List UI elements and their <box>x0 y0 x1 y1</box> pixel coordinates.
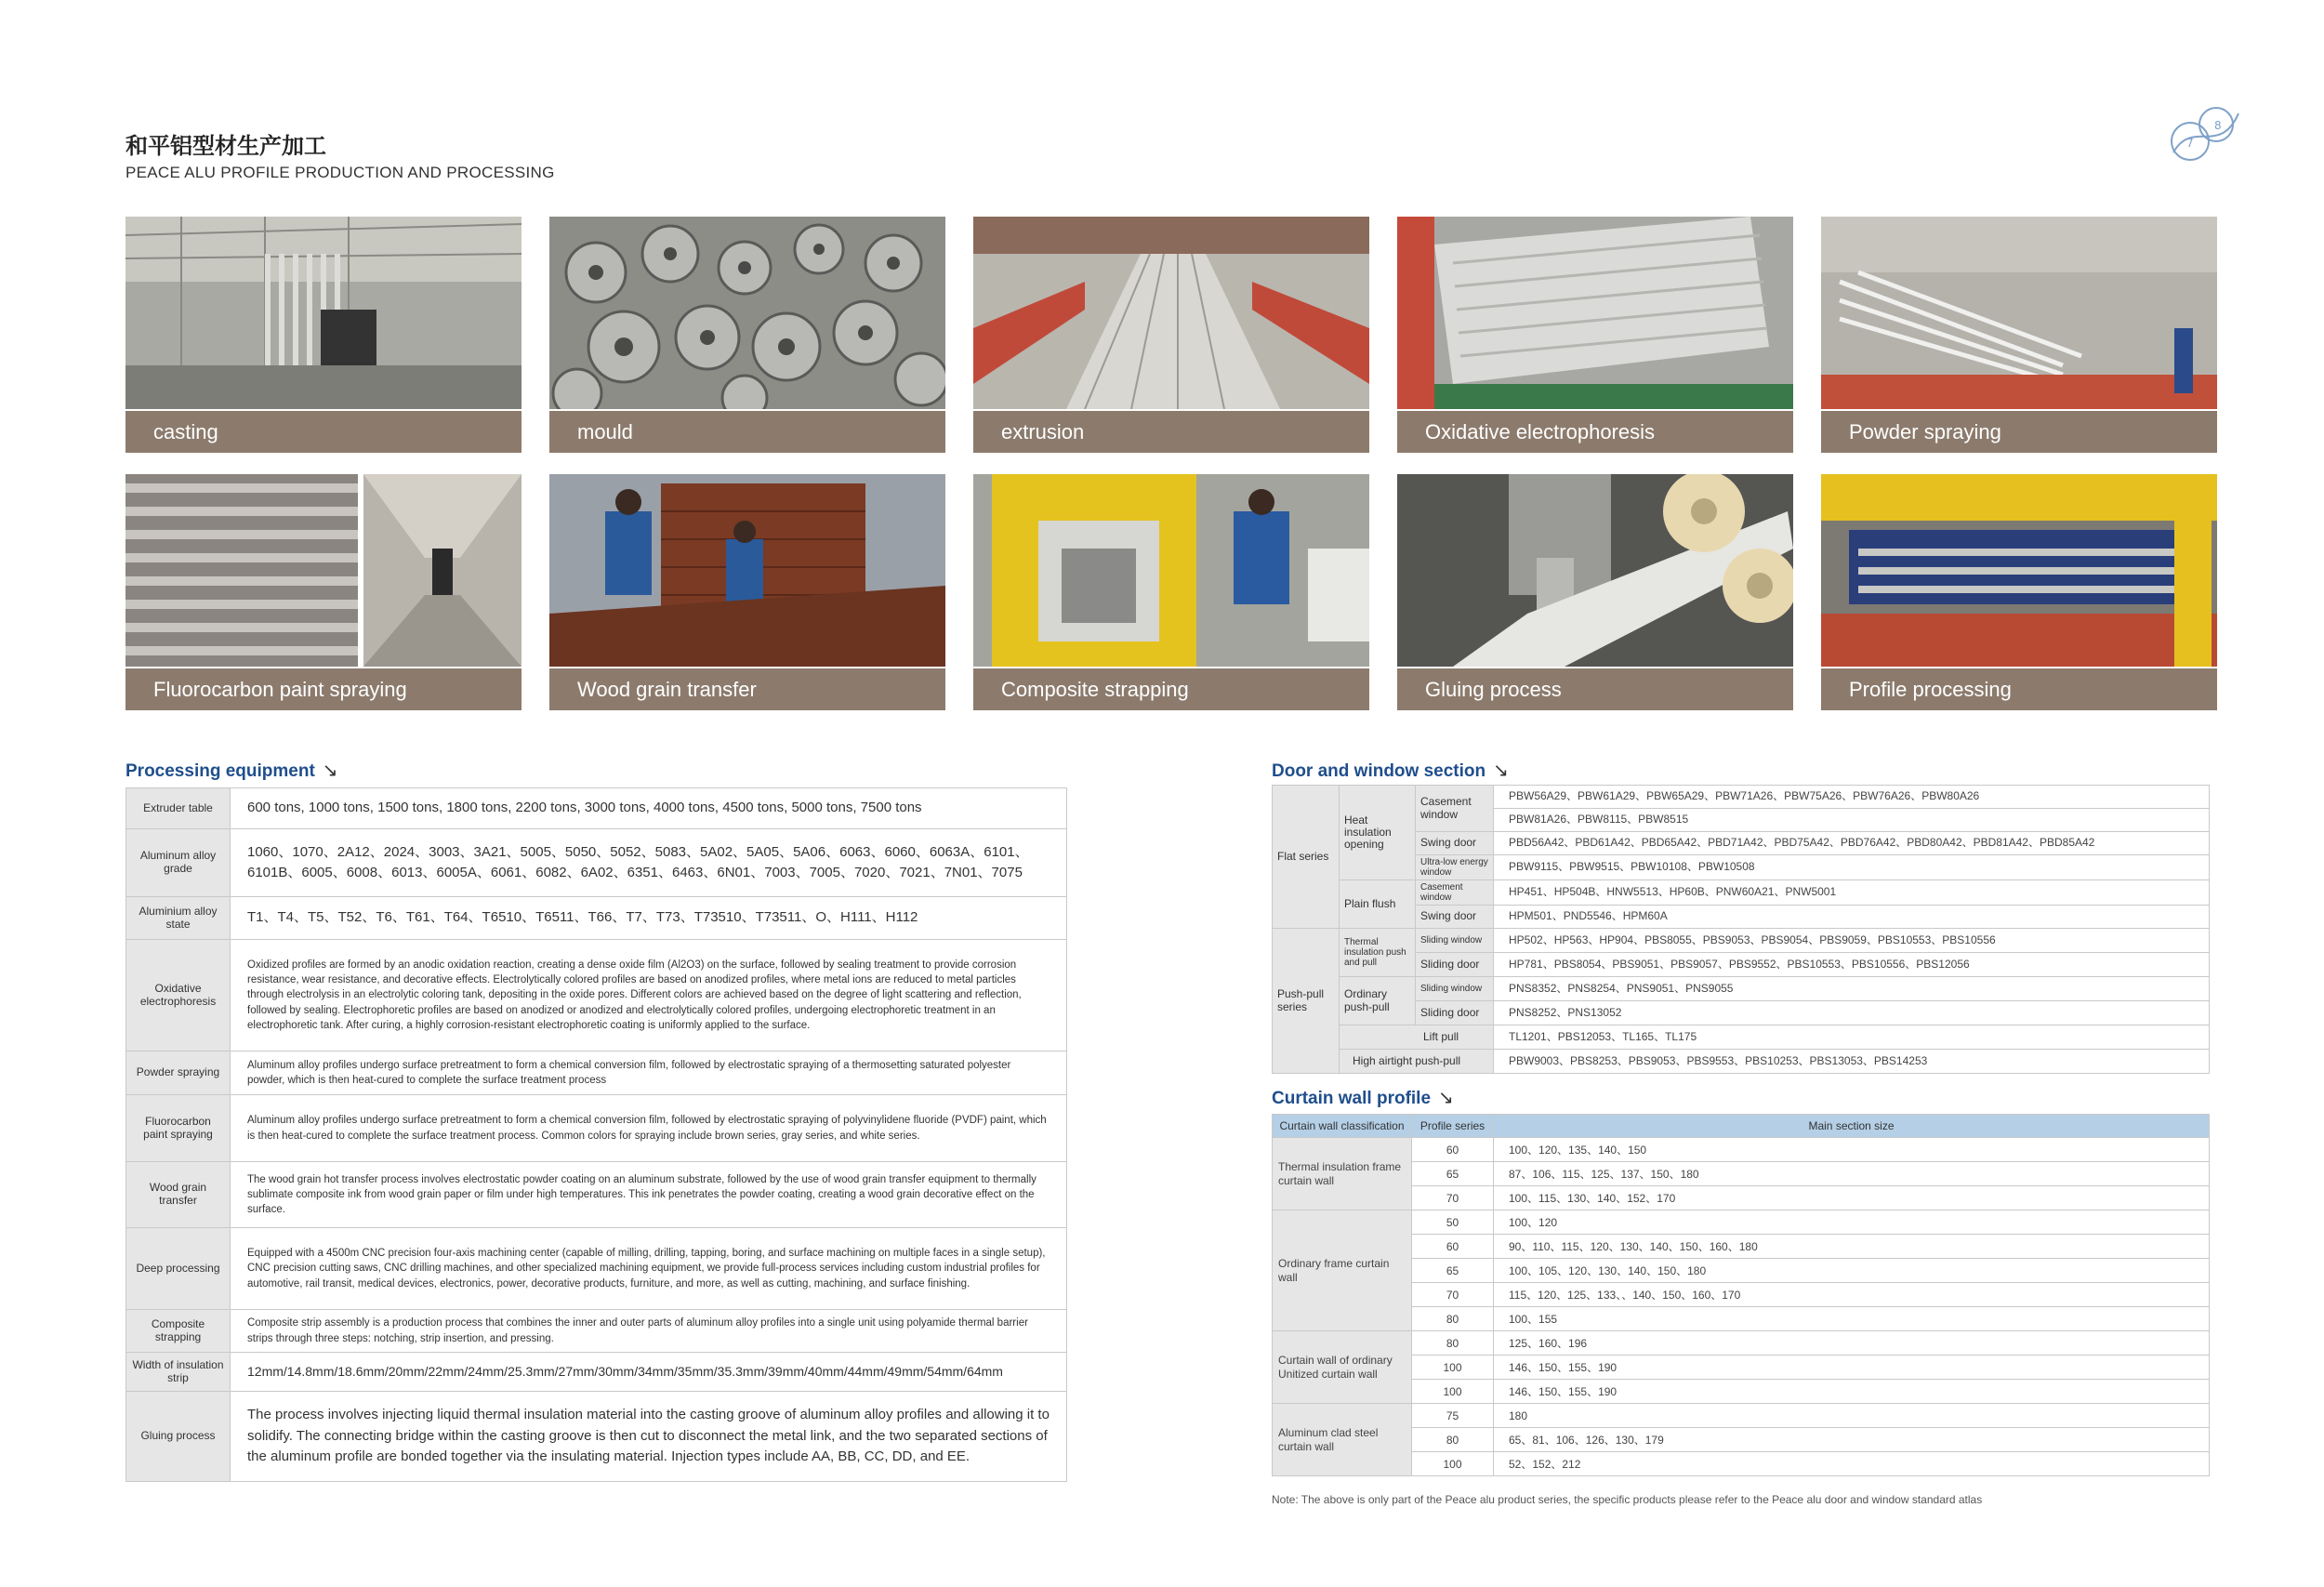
column-header: Main section size <box>1494 1115 2210 1138</box>
equipment-value: 600 tons, 1000 tons, 1500 tons, 1800 tons, 2200 tons, 3000 tons, 4000 tons, 4500 tons, 5000 tons, 7500 tons <box>231 788 1067 829</box>
high-airtight-label: High airtight push-pull <box>1340 1050 1494 1074</box>
ultra-low-energy-window-label: Ultra-low energy window <box>1416 855 1494 880</box>
profile-series: 50 <box>1412 1210 1494 1235</box>
profile-series: 60 <box>1412 1138 1494 1162</box>
ordinary-push-pull-label: Ordinary push-pull <box>1340 977 1416 1025</box>
section-sizes: 87、106、115、125、137、150、180 <box>1494 1162 2210 1186</box>
profile-series: 100 <box>1412 1452 1494 1476</box>
process-caption-fluorocarbon: Fluorocarbon paint spraying <box>125 668 522 710</box>
section-sizes: 100、120、135、140、150 <box>1494 1138 2210 1162</box>
equipment-value: Aluminum alloy profiles undergo surface pretreatment to form a chemical conversion film, followed by electrostatic spraying of polyvinylidene fluoride (PVDF) paint, which is then heat-cured to complete the surface treatment process. Common colors for spraying include brown series, gray series, and white series. <box>231 1095 1067 1162</box>
profile-series: 80 <box>1412 1331 1494 1356</box>
profile-series: 70 <box>1412 1186 1494 1210</box>
sliding-door-label: Sliding door <box>1416 953 1494 977</box>
equipment-label: Fluorocarbon paint spraying <box>126 1095 231 1162</box>
door-window-title: Door and window section <box>1272 761 1486 781</box>
process-caption-wood-grain: Wood grain transfer <box>549 668 945 710</box>
footnote: Note: The above is only part of the Peace alu product series, the specific products please refer to the Peace alu door and window standard atlas <box>1272 1493 1983 1506</box>
equipment-label: Composite strapping <box>126 1310 231 1353</box>
svg-text:8: 8 <box>2214 119 2222 132</box>
process-caption-mould: mould <box>549 411 945 453</box>
section-models: PBW9115、PBW9515、PBW10108、PBW10508 <box>1494 855 2210 880</box>
process-caption-extrusion: extrusion <box>973 411 1369 453</box>
arrow-down-right-icon: ↘ <box>322 760 338 781</box>
equipment-value: Equipped with a 4500m CNC precision four-axis machining center (capable of milling, drilling, tapping, boring, and surface machining on multiple faces in a single setup), CNC precision cutting saws, CNC drilling machines, and other specialized machining equipment, we provide full-process services including custom industrial profiles for automotive, rail transit, medical devices, electronics, power, decorative products, furniture, and more, as well as cutting, machining, and surface finishing. <box>231 1228 1067 1310</box>
curtain-wall-title: Curtain wall profile <box>1272 1089 1432 1108</box>
equipment-value: Aluminum alloy profiles undergo surface pretreatment to form a chemical conversion film, followed by electrostatic spraying of a thermosetting saturated polyester powder, which is then heat-cured to complete the surface treatment process <box>231 1051 1067 1095</box>
sliding-window-label: Sliding window <box>1416 977 1494 1001</box>
equipment-value: The wood grain hot transfer process involves electrostatic powder coating on an aluminum substrate, followed by the use of wood grain transfer equipment to thermally sublimate composite ink from wood grain paper or film under high temperatures. This ink penetrates the powder coating, creating a wood grain decorative effect on the surface. <box>231 1162 1067 1228</box>
section-sizes: 100、115、130、140、152、170 <box>1494 1186 2210 1210</box>
profile-series: 100 <box>1412 1380 1494 1404</box>
equipment-label: Powder spraying <box>126 1051 231 1095</box>
casement-window-label: Casement window <box>1416 880 1494 906</box>
section-models: HP781、PBS8054、PBS9051、PBS9057、PBS9552、PBS10553、PBS10556、PBS12056 <box>1494 953 2210 977</box>
door-window-heading <box>1272 759 1509 782</box>
curtain-wall-class: Curtain wall of ordinary Unitized curtain wall <box>1273 1331 1412 1404</box>
processing-equipment-heading <box>125 759 338 782</box>
oxidative-electrophoresis-photo <box>1397 217 1793 409</box>
door-window-table <box>1272 785 2210 1074</box>
plain-flush-label: Plain flush <box>1340 880 1416 929</box>
process-caption-oxidative-electrophoresis: Oxidative electrophoresis <box>1397 411 1793 453</box>
equipment-label: Extruder table <box>126 788 231 829</box>
swing-door-label: Swing door <box>1416 906 1494 929</box>
curtain-wall-table <box>1272 1114 2210 1476</box>
equipment-value: T1、T4、T5、T52、T6、T61、T64、T6510、T6511、T66、T7、T73、T73510、T73511、O、H111、H112 <box>231 897 1067 940</box>
processing-equipment-title: Processing equipment <box>125 761 315 781</box>
casement-window-label: Casement window <box>1416 786 1494 832</box>
section-sizes: 100、105、120、130、140、150、180 <box>1494 1259 2210 1283</box>
casting-photo <box>125 217 522 409</box>
process-caption-gluing: Gluing process <box>1397 668 1793 710</box>
profile-series: 75 <box>1412 1404 1494 1428</box>
profile-series: 65 <box>1412 1259 1494 1283</box>
profile-series: 60 <box>1412 1235 1494 1259</box>
flat-series-label: Flat series <box>1273 786 1340 929</box>
process-caption-profile-processing: Profile processing <box>1821 668 2217 710</box>
mould-photo <box>549 217 945 409</box>
svg-text:7: 7 <box>2186 137 2194 150</box>
equipment-value: 12mm/14.8mm/18.6mm/20mm/22mm/24mm/25.3mm/27mm/30mm/34mm/35mm/35.3mm/39mm/40mm/44mm/49mm/54mm/64mm <box>231 1353 1067 1392</box>
section-sizes: 125、160、196 <box>1494 1331 2210 1356</box>
section-models: PNS8352、PNS8254、PNS9051、PNS9055 <box>1494 977 2210 1001</box>
curtain-wall-class: Ordinary frame curtain wall <box>1273 1210 1412 1331</box>
wood-grain-transfer-photo <box>549 474 945 667</box>
page-title-cn: 和平铝型材生产加工 <box>125 133 326 159</box>
curtain-wall-class: Aluminum clad steel curtain wall <box>1273 1404 1412 1476</box>
equipment-value: The process involves injecting liquid thermal insulation material into the casting groove of aluminum alloy profiles and allowing it to solidify. The connecting bridge within the casting groove is then cut to disconnect the metal link, and the two separated sections of the aluminum profile are bonded together via the insulating material. Injection types include AA, BB, CC, DD, and EE. <box>231 1392 1067 1482</box>
fluorocarbon-spraying-photo <box>125 474 522 667</box>
equipment-label: Aluminum alloy grade <box>126 829 231 897</box>
curtain-wall-heading <box>1272 1086 1454 1109</box>
composite-strapping-photo <box>973 474 1369 667</box>
profile-series: 80 <box>1412 1428 1494 1452</box>
profile-series: 70 <box>1412 1283 1494 1307</box>
thermal-insulation-push-pull-label: Thermal insulation push and pull <box>1340 929 1416 977</box>
section-models: TL1201、PBS12053、TL165、TL175 <box>1494 1025 2210 1050</box>
equipment-label: Gluing process <box>126 1392 231 1482</box>
section-models: HP502、HP563、HP904、PBS8055、PBS9053、PBS9054、PBS9059、PBS10553、PBS10556 <box>1494 929 2210 953</box>
section-sizes: 100、120 <box>1494 1210 2210 1235</box>
processing-equipment-table <box>125 787 1067 1482</box>
curtain-wall-class: Thermal insulation frame curtain wall <box>1273 1138 1412 1210</box>
push-pull-series-label: Push-pull series <box>1273 929 1340 1074</box>
section-sizes: 146、150、155、190 <box>1494 1380 2210 1404</box>
section-sizes: 52、152、212 <box>1494 1452 2210 1476</box>
section-sizes: 115、120、125、133、、140、150、160、170 <box>1494 1283 2210 1307</box>
extrusion-photo <box>973 217 1369 409</box>
profile-series: 65 <box>1412 1162 1494 1186</box>
section-sizes: 146、150、155、190 <box>1494 1356 2210 1380</box>
arrow-down-right-icon: ↘ <box>1493 760 1509 781</box>
equipment-label: Width of insulation strip <box>126 1353 231 1392</box>
equipment-label: Oxidative electrophoresis <box>126 940 231 1051</box>
profile-processing-photo <box>1821 474 2217 667</box>
process-caption-casting: casting <box>125 411 522 453</box>
section-sizes: 90、110、115、120、130、140、150、160、180 <box>1494 1235 2210 1259</box>
sliding-window-label: Sliding window <box>1416 929 1494 953</box>
lift-pull-label: Lift pull <box>1340 1025 1494 1050</box>
equipment-label: Deep processing <box>126 1228 231 1310</box>
section-models: PBW9003、PBS8253、PBS9053、PBS9553、PBS10253、PBS13053、PBS14253 <box>1494 1050 2210 1074</box>
section-models: HPM501、PND5546、HPM60A <box>1494 906 2210 929</box>
powder-spraying-photo <box>1821 217 2217 409</box>
section-models: PBW56A29、PBW61A29、PBW65A29、PBW71A26、PBW75A26、PBW76A26、PBW80A26 <box>1494 786 2210 809</box>
section-models: PNS8252、PNS13052 <box>1494 1001 2210 1025</box>
equipment-value: Composite strip assembly is a production process that combines the inner and outer parts of aluminum alloy profiles into a single unit using polyamide thermal barrier strips through three steps: notching, strip insertion, and pressing. <box>231 1310 1067 1353</box>
equipment-label: Aluminium alloy state <box>126 897 231 940</box>
gluing-process-photo <box>1397 474 1793 667</box>
section-models: HP451、HP504B、HNW5513、HP60B、PNW60A21、PNW5001 <box>1494 880 2210 906</box>
profile-series: 80 <box>1412 1307 1494 1331</box>
section-sizes: 100、155 <box>1494 1307 2210 1331</box>
arrow-down-right-icon: ↘ <box>1438 1088 1454 1108</box>
profile-series: 100 <box>1412 1356 1494 1380</box>
sliding-door-label: Sliding door <box>1416 1001 1494 1025</box>
equipment-label: Wood grain transfer <box>126 1162 231 1228</box>
column-header: Curtain wall classification <box>1273 1115 1412 1138</box>
section-sizes: 180 <box>1494 1404 2210 1428</box>
equipment-value: Oxidized profiles are formed by an anodic oxidation reaction, creating a dense oxide film (Al2O3) on the surface, followed by sealing treatment to provide corrosion resistance, wear resistance, and decorative effects. Electrolytically colored profiles are based on anodized profiles, where metal ions are reduced to metal particles through electrolysis in an electrolytic coloring tank, depositing in the oxide pores. Different colors are achieved based on the degree of light scattering and reflection, followed by sealing. Electrophoretic profiles are based on anodized or anodized and electrolytically colored profiles, undergoing electrophoretic treatment in an electrophoretic tank. After curing, a highly corrosion-resistant electrophoretic coating is uniformly applied to the surface. <box>231 940 1067 1051</box>
section-models: PBW81A26、PBW8115、PBW8515 <box>1494 809 2210 832</box>
section-sizes: 65、81、106、126、130、179 <box>1494 1428 2210 1452</box>
peace-logo-icon <box>2164 100 2248 165</box>
equipment-value: 1060、1070、2A12、2024、3003、3A21、5005、5050、5052、5083、5A02、5A05、5A06、6063、6060、6063A、6101、6101B、6005、6008、6013、6005A、6061、6082、6A02、6351、6463、6N01、7003、7005、7020、7021、7N01、7075 <box>231 829 1067 897</box>
page-title-en: PEACE ALU PROFILE PRODUCTION AND PROCESSING <box>125 164 555 181</box>
process-caption-powder-spraying: Powder spraying <box>1821 411 2217 453</box>
heat-insulation-opening-label: Heat insulation opening <box>1340 786 1416 880</box>
column-header: Profile series <box>1412 1115 1494 1138</box>
section-models: PBD56A42、PBD61A42、PBD65A42、PBD71A42、PBD75A42、PBD76A42、PBD80A42、PBD81A42、PBD85A42 <box>1494 832 2210 855</box>
swing-door-label: Swing door <box>1416 832 1494 855</box>
process-caption-composite-strapping: Composite strapping <box>973 668 1369 710</box>
